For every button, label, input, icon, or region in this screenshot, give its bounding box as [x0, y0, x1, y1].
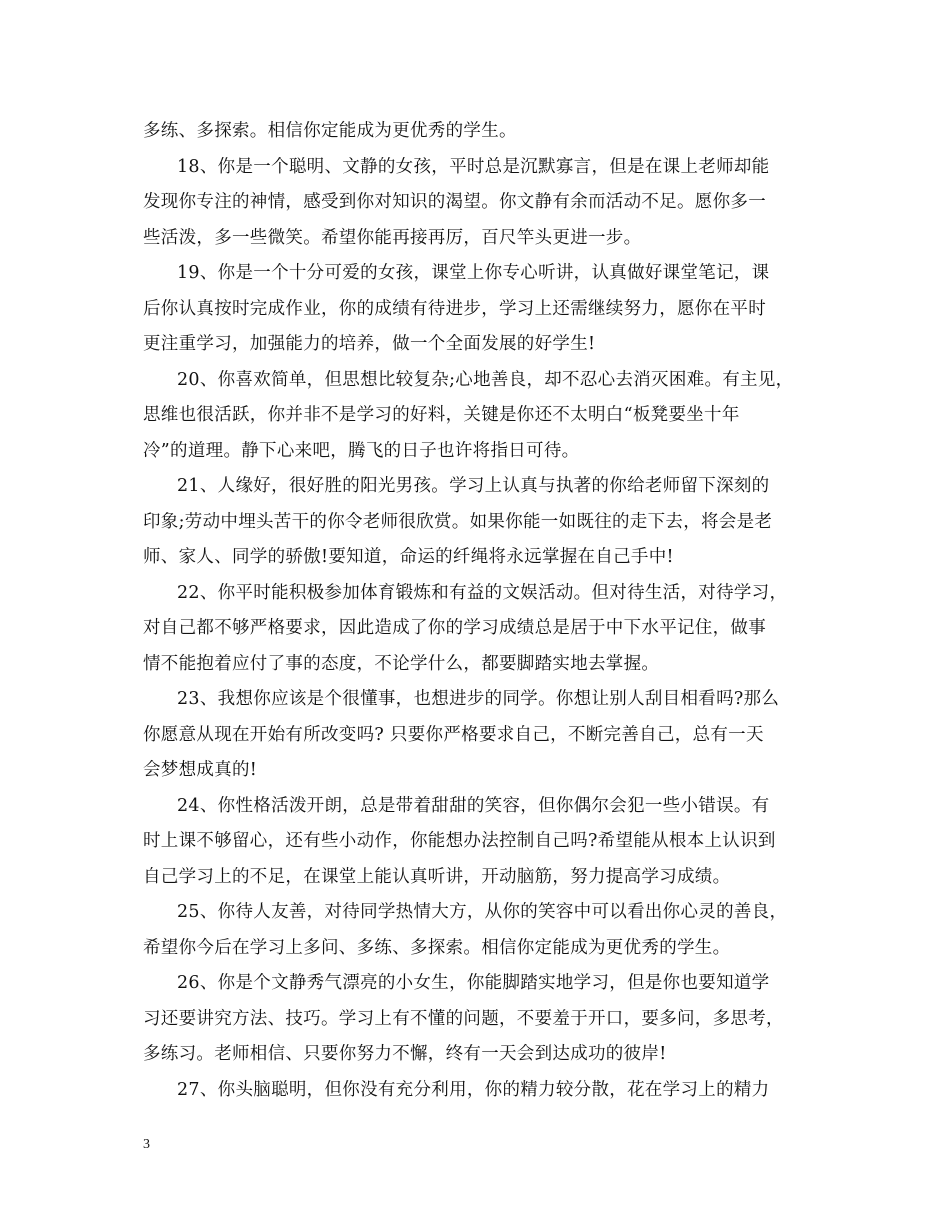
text-line: 多练、多探索。相信你定能成为更优秀的学生。 — [143, 121, 517, 141]
text-line: 印象;劳动中埋头苦干的你令老师很欣赏。如果你能一如既往的走下去，将会是老 — [143, 511, 773, 532]
text-line: 19、你是一个十分可爱的女孩，课堂上你专心听讲，认真做好课堂笔记，课 — [177, 263, 770, 283]
text-line: 多练习。老师相信、只要你努力不懈，终有一天会到达成功的彼岸! — [143, 1044, 667, 1064]
text-line: 更注重学习，加强能力的培养，做一个全面发展的好学生! — [143, 334, 596, 354]
text-line: 24、你性格活泼开朗，总是带着甜甜的笑容，但你偶尔会犯一些小错误。有 — [177, 795, 770, 816]
text-line: 习还要讲究方法、技巧。学习上有不懂的问题，不要羞于开口，要多问，多思考， — [143, 1008, 784, 1029]
text-line: 希望你今后在学习上多问、多练、多探索。相信你定能成为更优秀的学生。 — [143, 937, 731, 958]
text-line: 自己学习上的不足，在课堂上能认真听讲，开动脑筋，努力提高学习成绩。 — [143, 866, 731, 887]
text-line: 23、我想你应该是个很懂事，也想进步的同学。你想让别人刮目相看吗?那么 — [177, 689, 780, 709]
text-line: 18、你是一个聪明、文静的女孩，平时总是沉默寡言，但是在课上老师却能 — [177, 156, 770, 177]
page-number: 3 — [143, 1137, 150, 1152]
text-line: 冷”的道理。静下心来吧，腾飞的日子也许将指日可待。 — [143, 440, 580, 461]
text-line: 20、你喜欢简单，但思想比较复杂;心地善良，却不忍心去消灭困难。有主见， — [177, 369, 794, 390]
text-line: 21、人缘好，很好胜的阳光男孩。学习上认真与执著的你给老师留下深刻的 — [177, 476, 770, 496]
text-line: 师、家人、同学的骄傲!要知道，命运的纤绳将永远掌握在自己手中! — [143, 547, 674, 567]
text-line: 情不能抱着应付了事的态度，不论学什么，都要脚踏实地去掌握。 — [143, 653, 660, 674]
text-line: 27、你头脑聪明，但你没有充分利用，你的精力较分散，花在学习上的精力 — [177, 1079, 770, 1100]
text-line: 时上课不够留心，还有些小动作，你能想办法控制自己吗?希望能从根本上认识到 — [143, 831, 776, 851]
text-line: 思维也很活跃，你并非不是学习的好料，关键是你还不太明白“板凳要坐十年 — [143, 405, 740, 425]
text-line: 会梦想成真的! — [143, 760, 258, 780]
document-body — [143, 114, 811, 1108]
text-line: 26、你是个文静秀气漂亮的小女生，你能脚踏实地学习，但是你也要知道学 — [177, 973, 770, 993]
text-line: 你愿意从现在开始有所改变吗? 只要你严格要求自己，不断完善自己，总有一天 — [143, 724, 764, 745]
text-line: 发现你专注的神情，感受到你对知识的渴望。你文静有余而活动不足。愿你多一 — [143, 192, 766, 212]
text-line: 对自己都不够严格要求，因此造成了你的学习成绩总是居于中下水平记住，做事 — [143, 618, 766, 638]
text-line: 些活泼，多一些微笑。希望你能再接再厉，百尺竿头更进一步。 — [143, 227, 642, 248]
text-line: 22、你平时能积极参加体育锻炼和有益的文娱活动。但对待生活，对待学习， — [177, 582, 788, 603]
text-line: 25、你待人友善，对待同学热情大方，从你的笑容中可以看出你心灵的善良， — [177, 902, 788, 922]
text-line: 后你认真按时完成作业，你的成绩有待进步，学习上还需继续努力，愿你在平时 — [143, 298, 766, 319]
